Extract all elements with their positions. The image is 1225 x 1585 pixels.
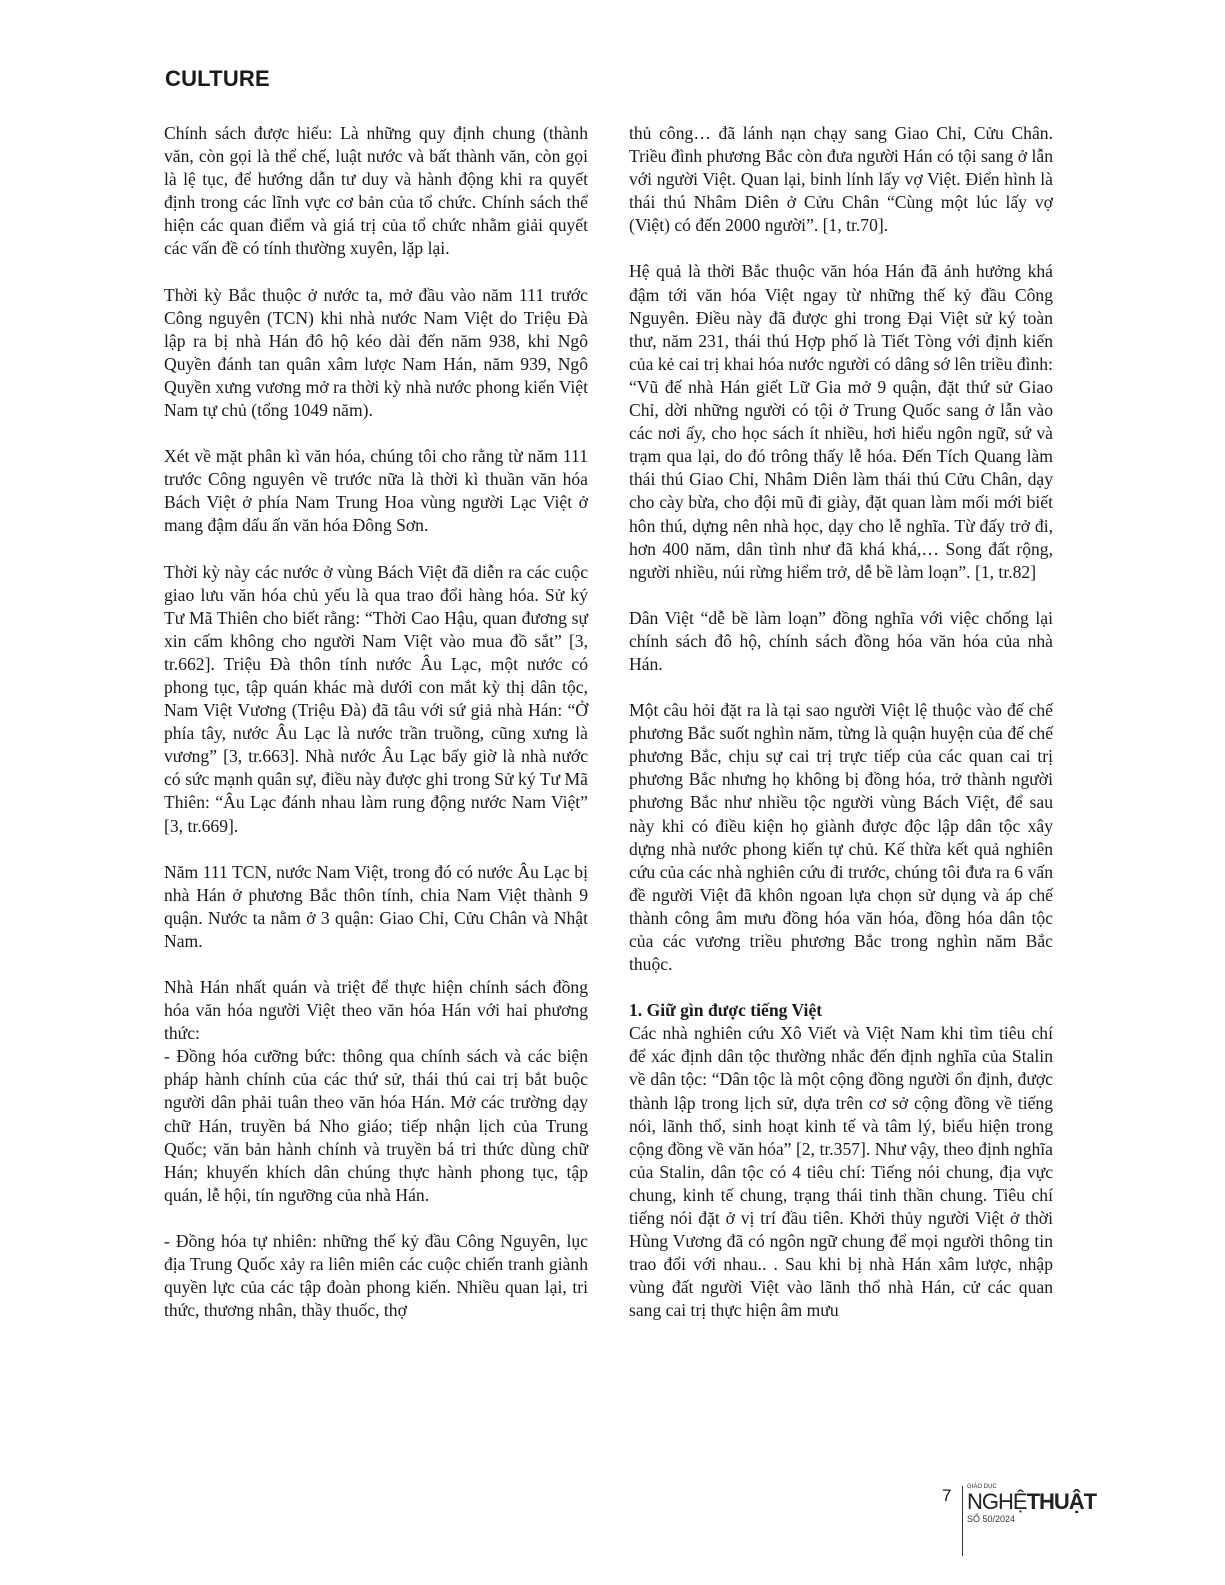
logo-wordmark [967, 1491, 1096, 1513]
paragraph: Thời kỳ này các nước ở vùng Bách Việt đã diễn ra các cuộc giao lưu văn hóa chủ yếu là qua trao đổi hàng hóa. Sử ký Tư Mã Thiên cho biết rằng: “Thời Cao Hậu, quan đương sự xin cấm không cho người Nam Việt vào mua đồ sắt” [3, tr.662]. Triệu Đà thôn tính nước Âu Lạc, một nước có phong tục, tập quán khác mà dưới con mắt kỳ thị dân tộc, Nam Việt Vương (Triệu Đà) đã tâu với sứ giả nhà Hán: “Ở phía tây, nước Âu Lạc là nước trần truồng, cũng xưng là vương” [3, tr.663]. Nhà nước Âu Lạc bấy giờ là nhà nước có sức mạnh quân sự, điều này được ghi trong Sử ký Tư Mã Thiên: “Âu Lạc đánh nhau làm rung động nước Nam Việt” [3, tr.669]. [164, 561, 588, 836]
paragraph: Chính sách được hiểu: Là những quy định chung (thành văn, còn gọi là thể chế, luật nước và bất thành văn, còn gọi là lệ tục, để hướng dẫn tư duy và hành động khi ra quyết định trong các lĩnh vực cơ bản của tổ chức. Chính sách thể hiện các quan điểm và giá trị của tổ chức nhằm giải quyết các vấn đề có tính thường xuyên, lặp lại. [164, 123, 588, 259]
logo-word-1: NGHỆ [967, 1489, 1027, 1514]
logo-tagline: GIÁO DỤC [967, 1484, 997, 1490]
page-number: 7 [942, 1486, 952, 1505]
magazine-logo [967, 1484, 1096, 1524]
paragraph: Xét về mặt phân kì văn hóa, chúng tôi cho rằng từ năm 111 trước Công nguyên về trước nữa là thời kì thuần văn hóa Bách Việt ở phía Nam Trung Hoa vùng người Lạc Việt ở mang đậm dấu ấn văn hóa Đông Sơn. [164, 446, 588, 536]
paragraph: - Đồng hóa tự nhiên: những thế kỷ đầu Công Nguyên, lục địa Trung Quốc xảy ra liên miên các cuộc chiến tranh giành quyền lực của các tập đoàn phong kiến. Nhiều quan lại, tri thức, thương nhân, thầy thuốc, thợ [164, 1230, 588, 1321]
paragraph: Năm 111 TCN, nước Nam Việt, trong đó có nước Âu Lạc bị nhà Hán ở phương Bắc thôn tính, chia Nam Việt thành 9 quận. Nước ta nằm ở 3 quận: Giao Chỉ, Cửu Chân và Nhật Nam. [164, 861, 588, 951]
paragraph: Các nhà nghiên cứu Xô Viết và Việt Nam khi tìm tiêu chí để xác định dân tộc thường nhắc đến định nghĩa của Stalin về dân tộc: “Dân tộc là một cộng đồng người ổn định, được thành lập trong lịch sử, dựa trên cơ sở cộng đồng về tiếng nói, lãnh thổ, sinh hoạt kinh tế và tâm lý, biểu hiện trong cộng đồng về văn hóa” [2, tr.357]. Như vậy, theo định nghĩa của Stalin, dân tộc có 4 tiêu chí: Tiếng nói chung, địa vực chung, kinh tế chung, trạng thái tinh thần chung. Tiêu chí tiếng nói đặt ở vị trí đầu tiên. Khởi thủy người Việt ở thời Hùng Vương đã có ngôn ngữ chung để mọi người thông tin trao đổi với nhau.. . Sau khi bị nhà Hán xâm lược, nhập vùng đất người Việt vào lãnh thổ nhà Hán, cử các quan sang cai trị thực hiện âm mưu [629, 1023, 1053, 1321]
right-column [629, 122, 1053, 1323]
footer-divider [962, 1486, 963, 1556]
paragraph: Thời kỳ Bắc thuộc ở nước ta, mở đầu vào năm 111 trước Công nguyên (TCN) khi nhà nước Nam Việt do Triệu Đà lập ra bị nhà Hán đô hộ kéo dài đến năm 938, khi Ngô Quyền đánh tan quân xâm lược Nam Hán, năm 939, Ngô Quyền xưng vương mở ra thời kỳ nhà nước phong kiến Việt Nam tự chủ (tổng 1049 năm). [164, 284, 588, 421]
paragraph: Nhà Hán nhất quán và triệt để thực hiện chính sách đồng hóa văn hóa người Việt theo văn hóa Hán với hai phương thức: [164, 977, 588, 1044]
section-heading: 1. Giữ gìn được tiếng Việt [629, 1000, 823, 1021]
paragraph: thủ công… đã lánh nạn chạy sang Giao Chỉ, Cửu Chân. Triều đình phương Bắc còn đưa người Hán có tội sang ở lẫn với người Việt. Quan lại, binh lính lấy vợ Việt. Điển hình là thái thú Nhâm Diên ở Cửu Chân “Cùng một lúc lấy vợ (Việt) có đến 2000 người”. [1, tr.70]. [629, 123, 1053, 236]
paragraph: Hệ quả là thời Bắc thuộc văn hóa Hán đã ảnh hưởng khá đậm tới văn hóa Việt ngay từ những thế kỷ đầu Công Nguyên. Điều này đã được ghi trong Đại Việt sử ký toàn thư, năm 231, thái thú Hợp phố là Tiết Tòng với định kiến của kẻ cai trị khai hóa nước người có dâng sớ lên triều đình: “Vũ đế nhà Hán giết Lữ Gia mở 9 quận, đặt thứ sử Giao Chỉ, dời những người có tội ở Trung Quốc sang ở lẫn vào các nơi ấy, cho học sách ít nhiều, hơi hiểu ngôn ngữ, sứ và trạm qua lại, do đó trông thấy lễ hóa. Đến Tích Quang làm thái thú Giao Chỉ, Nhâm Diên làm thái thú Cửu Chân, dạy cho cày bừa, cho đội mũ đi giày, đặt quan làm mối mới biết hôn thú, dựng nên nhà học, dạy cho lễ nghĩa. Từ đấy trở đi, hơn 400 năm, dân tình như đã khá khá,… Song đất rộng, người nhiều, núi rừng hiểm trở, dễ bề làm loạn”. [1, tr.82] [629, 261, 1053, 582]
paragraph: - Đồng hóa cưỡng bức: thông qua chính sách và các biện pháp hành chính của các thứ sử, thái thú cai trị bắt buộc người dân phải tuân theo văn hóa Hán. Mở các trường dạy chữ Hán, truyền bá Nho giáo; tiếp nhận lịch của Trung Quốc; văn bản hành chính và truyền bá tri thức dùng chữ Hán; khuyến khích dân chúng thực hành phong tục, tập quán, lễ hội, tín ngưỡng của nhà Hán. [164, 1046, 588, 1205]
left-column [164, 122, 588, 1322]
logo-word-2: THUẬT [1026, 1489, 1097, 1514]
paragraph: Một câu hỏi đặt ra là tại sao người Việt lệ thuộc vào đế chế phương Bắc suốt nghìn năm, từng là quận huyện của đế chế phương Bắc, chịu sự cai trị trực tiếp của các quan cai trị phương Bắc nhưng họ không bị đồng hóa, trở thành người phương Bắc như nhiều tộc người vùng Bách Việt, để sau này khi có điều kiện họ giành được độc lập dân tộc xây dựng nhà nước phong kiến tự chủ. Kế thừa kết quả nghiên cứu của các nhà nghiên cứu đi trước, chúng tôi đưa ra 6 vấn đề người Việt đã khôn ngoan lựa chọn sử dụng và áp chế thành công âm mưu đồng hóa văn hóa, đồng hóa dân tộc của các vương triều phương Bắc trong nghìn năm Bắc thuộc. [629, 700, 1053, 975]
issue-number: SỐ 50/2024 [967, 1514, 1016, 1524]
section-label: CULTURE [165, 66, 270, 91]
paragraph: Dân Việt “dễ bề làm loạn” đồng nghĩa với việc chống lại chính sách đô hộ, chính sách đồng hóa văn hóa của nhà Hán. [629, 607, 1053, 674]
